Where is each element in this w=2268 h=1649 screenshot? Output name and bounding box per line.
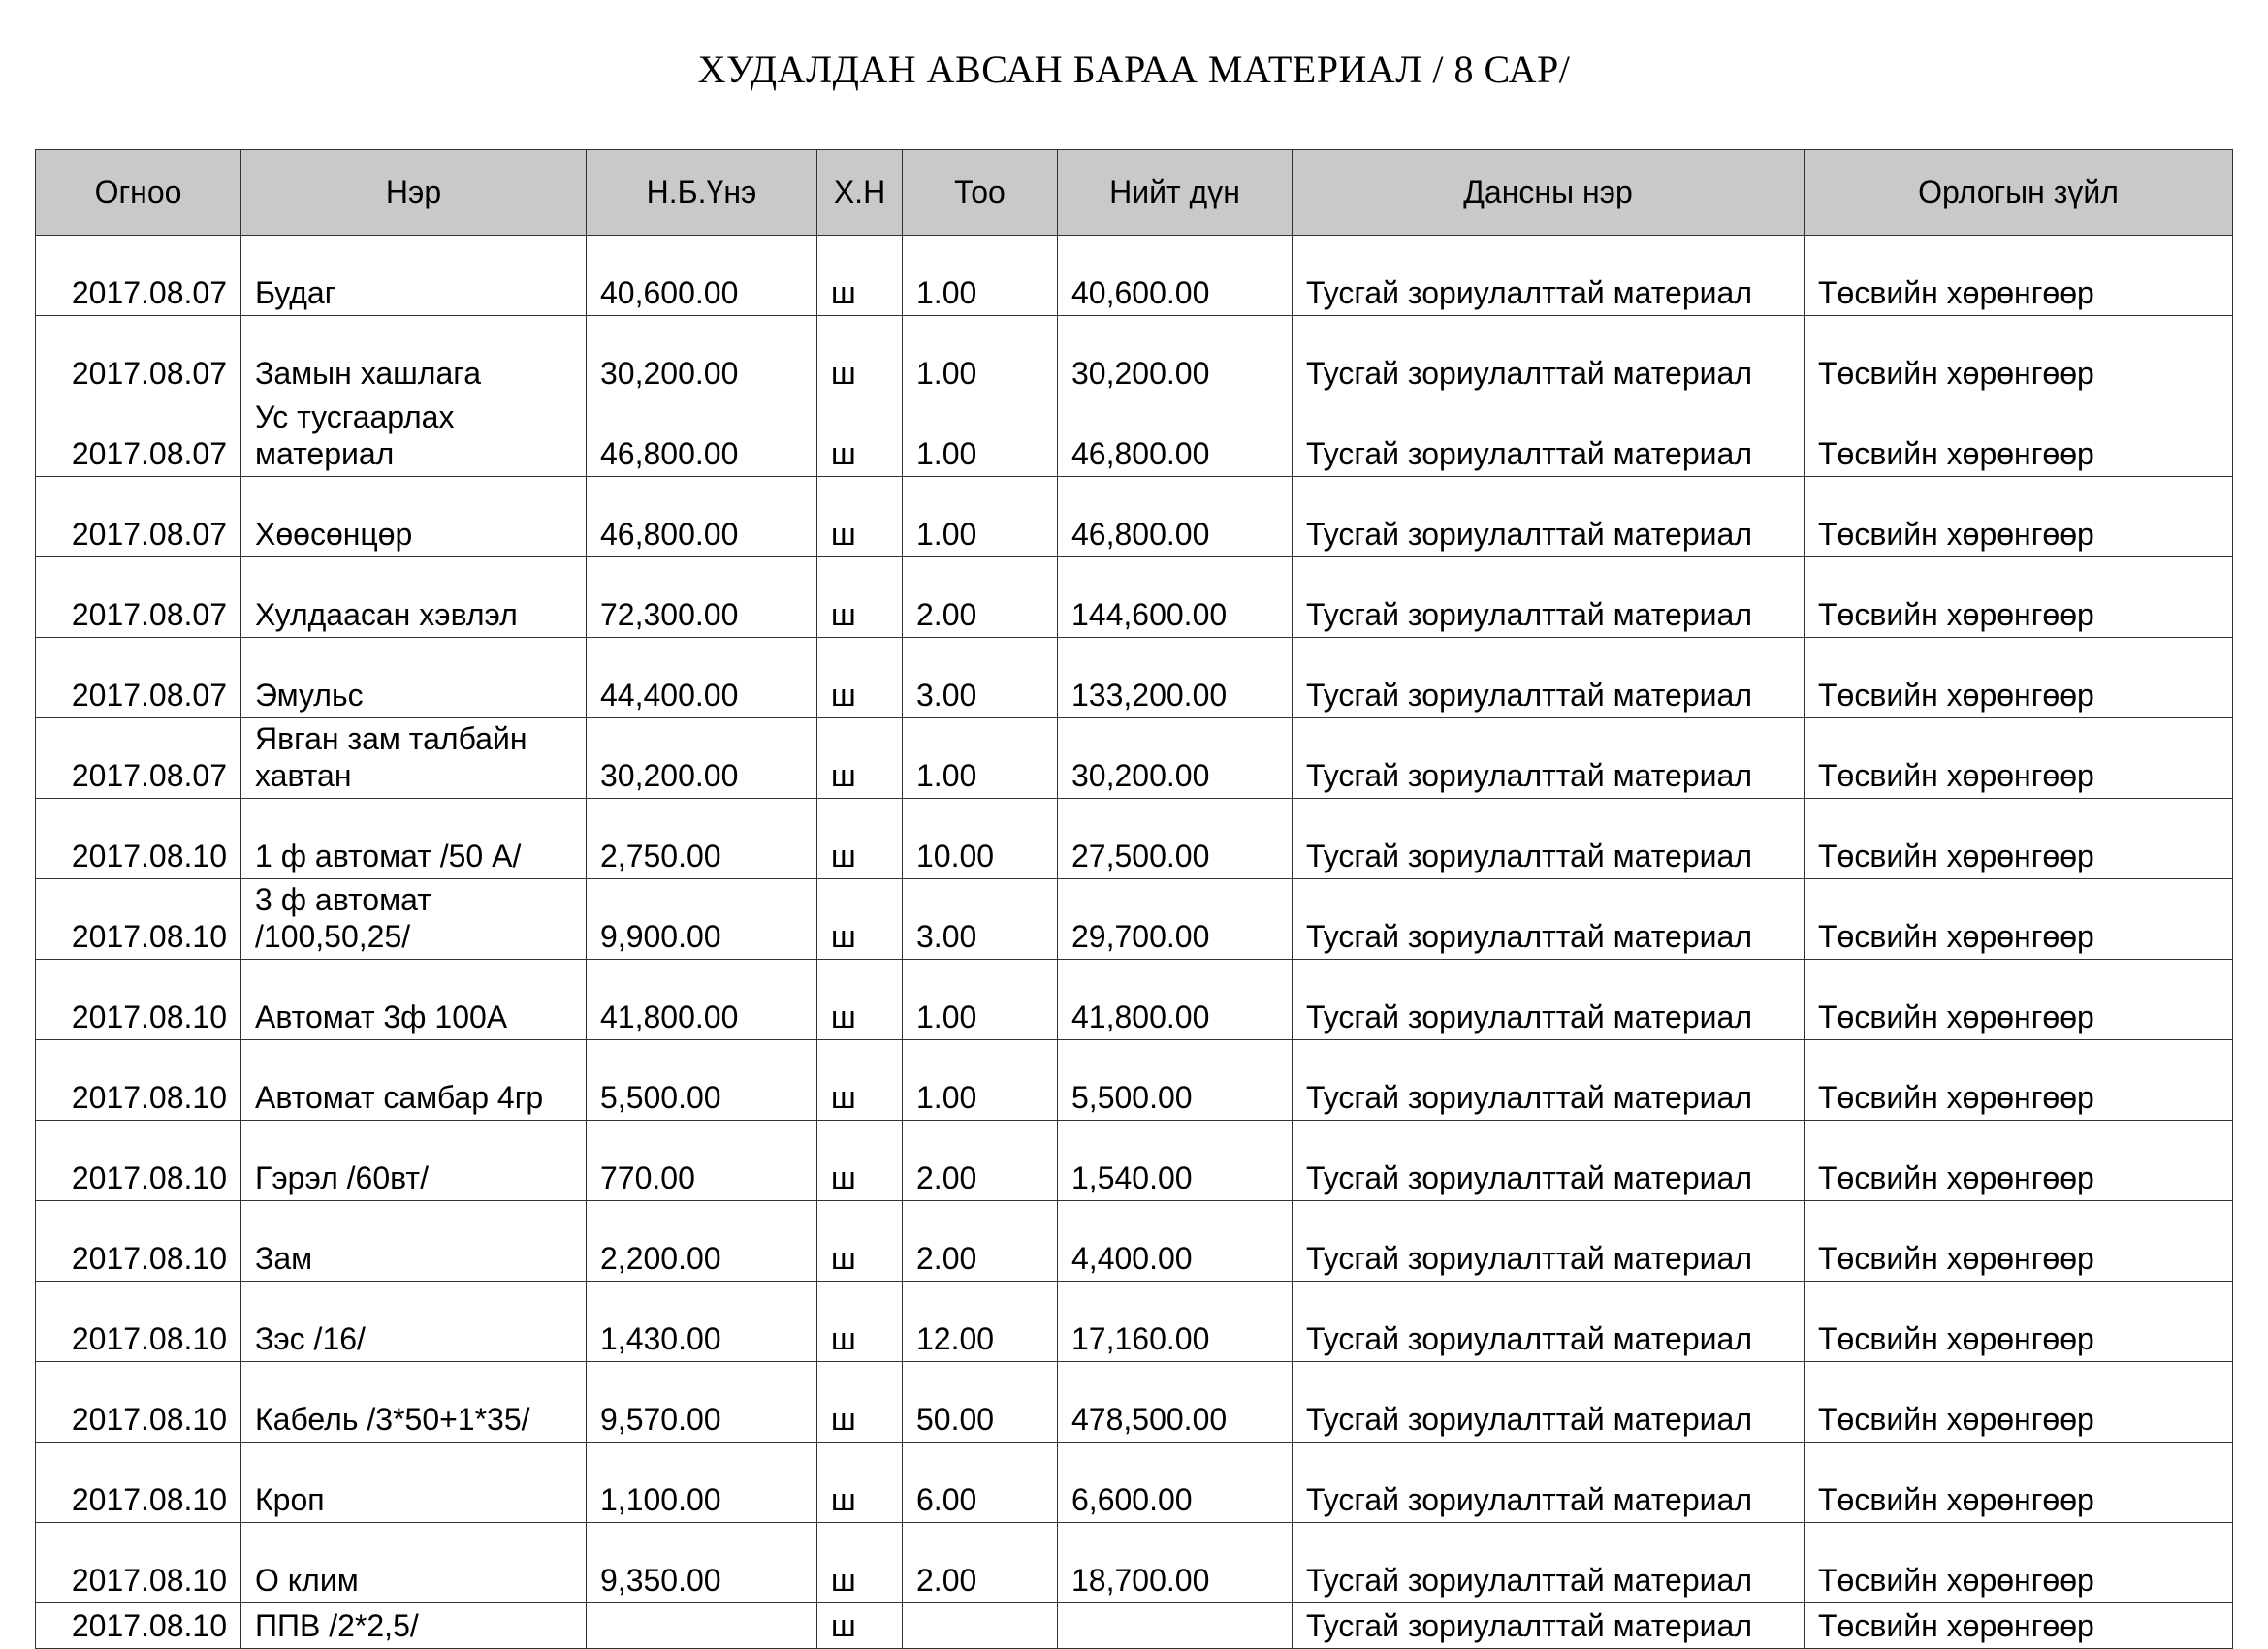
header-unit-price: Н.Б.Үнэ (587, 150, 817, 236)
cell-quantity: 6.00 (903, 1443, 1058, 1523)
cell-quantity: 1.00 (903, 396, 1058, 477)
cell-name: Хөөсөнцөр (241, 477, 587, 557)
table-row (36, 1282, 2233, 1362)
cell-account: Тусгай зориулалттай материал (1293, 799, 1805, 879)
cell-source: Төсвийн хөрөнгөөр (1805, 1523, 2233, 1603)
header-total: Нийт дүн (1058, 150, 1293, 236)
cell-quantity: 12.00 (903, 1282, 1058, 1362)
cell-unit: ш (817, 477, 903, 557)
cell-unit: ш (817, 1040, 903, 1121)
cell-name: Автомат самбар 4гр (241, 1040, 587, 1121)
cell-source: Төсвийн хөрөнгөөр (1805, 1362, 2233, 1443)
cell-source: Төсвийн хөрөнгөөр (1805, 1040, 2233, 1121)
cell-date: 2017.08.10 (36, 960, 241, 1040)
cell-name: Хулдаасан хэвлэл (241, 557, 587, 638)
header-row (36, 150, 2233, 236)
cell-unit: ш (817, 1201, 903, 1282)
cell-name: Кабель /3*50+1*35/ (241, 1362, 587, 1443)
cell-account: Тусгай зориулалттай материал (1293, 1282, 1805, 1362)
cell-unit-price: 41,800.00 (587, 960, 817, 1040)
cell-account: Тусгай зориулалттай материал (1293, 1121, 1805, 1201)
cell-unit-price: 1,100.00 (587, 1443, 817, 1523)
cell-unit-price: 40,600.00 (587, 236, 817, 316)
cell-quantity: 1.00 (903, 960, 1058, 1040)
cell-account: Тусгай зориулалттай материал (1293, 236, 1805, 316)
cell-account: Тусгай зориулалттай материал (1293, 1040, 1805, 1121)
cell-total: 144,600.00 (1058, 557, 1293, 638)
table-row (36, 1040, 2233, 1121)
cell-account: Тусгай зориулалттай материал (1293, 960, 1805, 1040)
cell-total: 27,500.00 (1058, 799, 1293, 879)
cell-date: 2017.08.07 (36, 396, 241, 477)
cell-account: Тусгай зориулалттай материал (1293, 1603, 1805, 1649)
cell-quantity: 3.00 (903, 879, 1058, 960)
cell-quantity: 3.00 (903, 638, 1058, 718)
cell-source: Төсвийн хөрөнгөөр (1805, 316, 2233, 396)
cell-date: 2017.08.10 (36, 799, 241, 879)
cell-account: Тусгай зориулалттай материал (1293, 879, 1805, 960)
cell-unit: ш (817, 799, 903, 879)
table-row (36, 396, 2233, 477)
cell-source: Төсвийн хөрөнгөөр (1805, 1121, 2233, 1201)
cell-unit-price: 2,750.00 (587, 799, 817, 879)
cell-quantity: 1.00 (903, 236, 1058, 316)
cell-unit-price: 46,800.00 (587, 477, 817, 557)
cell-total: 1,540.00 (1058, 1121, 1293, 1201)
cell-quantity: 2.00 (903, 557, 1058, 638)
cell-quantity: 1.00 (903, 316, 1058, 396)
cell-date: 2017.08.07 (36, 718, 241, 799)
cell-name: Гэрэл /60вт/ (241, 1121, 587, 1201)
cell-quantity: 2.00 (903, 1523, 1058, 1603)
cell-total: 29,700.00 (1058, 879, 1293, 960)
cell-unit: ш (817, 1443, 903, 1523)
cell-source: Төсвийн хөрөнгөөр (1805, 396, 2233, 477)
cell-date: 2017.08.07 (36, 638, 241, 718)
cell-date: 2017.08.07 (36, 557, 241, 638)
cell-name: 3 ф автомат /100,50,25/ (241, 879, 587, 960)
cell-quantity: 1.00 (903, 477, 1058, 557)
cell-date: 2017.08.10 (36, 1362, 241, 1443)
cell-unit-price: 30,200.00 (587, 316, 817, 396)
table-row (36, 638, 2233, 718)
cell-total: 17,160.00 (1058, 1282, 1293, 1362)
cell-account: Тусгай зориулалттай материал (1293, 1362, 1805, 1443)
cell-name: ППВ /2*2,5/ (241, 1603, 587, 1649)
cell-unit: ш (817, 396, 903, 477)
cell-account: Тусгай зориулалттай материал (1293, 477, 1805, 557)
table-row (36, 236, 2233, 316)
cell-unit-price: 5,500.00 (587, 1040, 817, 1121)
cell-name: Кроп (241, 1443, 587, 1523)
cell-source: Төсвийн хөрөнгөөр (1805, 236, 2233, 316)
cell-account: Тусгай зориулалттай материал (1293, 1443, 1805, 1523)
cell-total: 4,400.00 (1058, 1201, 1293, 1282)
cell-unit: ш (817, 1523, 903, 1603)
cell-date: 2017.08.10 (36, 1201, 241, 1282)
cell-source: Төсвийн хөрөнгөөр (1805, 718, 2233, 799)
cell-quantity: 2.00 (903, 1121, 1058, 1201)
cell-total: 41,800.00 (1058, 960, 1293, 1040)
cell-name: Будаг (241, 236, 587, 316)
cell-date: 2017.08.07 (36, 477, 241, 557)
cell-unit-price: 30,200.00 (587, 718, 817, 799)
table-row (36, 1121, 2233, 1201)
cell-unit-price (587, 1603, 817, 1649)
cell-name: Автомат 3ф 100А (241, 960, 587, 1040)
cell-name: Явган зам талбайн хавтан (241, 718, 587, 799)
cell-date: 2017.08.10 (36, 1603, 241, 1649)
cell-name: Эмульс (241, 638, 587, 718)
cell-unit: ш (817, 557, 903, 638)
cell-date: 2017.08.10 (36, 1282, 241, 1362)
cell-total: 5,500.00 (1058, 1040, 1293, 1121)
cell-date: 2017.08.10 (36, 1121, 241, 1201)
cell-unit: ш (817, 1121, 903, 1201)
cell-unit: ш (817, 236, 903, 316)
cell-unit-price: 9,900.00 (587, 879, 817, 960)
cell-date: 2017.08.07 (36, 316, 241, 396)
cell-account: Тусгай зориулалттай материал (1293, 1523, 1805, 1603)
cell-source: Төсвийн хөрөнгөөр (1805, 1443, 2233, 1523)
cell-total: 133,200.00 (1058, 638, 1293, 718)
table-row (36, 316, 2233, 396)
cell-quantity: 1.00 (903, 718, 1058, 799)
cell-source: Төсвийн хөрөнгөөр (1805, 1603, 2233, 1649)
table-row (36, 1362, 2233, 1443)
header-name: Нэр (241, 150, 587, 236)
cell-name: 1 ф автомат /50 А/ (241, 799, 587, 879)
cell-source: Төсвийн хөрөнгөөр (1805, 477, 2233, 557)
cell-total: 478,500.00 (1058, 1362, 1293, 1443)
cell-source: Төсвийн хөрөнгөөр (1805, 879, 2233, 960)
document-title: ХУДАЛДАН АВСАН БАРАА МАТЕРИАЛ / 8 САР/ (697, 48, 1571, 91)
cell-account: Тусгай зориулалттай материал (1293, 638, 1805, 718)
table-row (36, 557, 2233, 638)
cell-name: О клим (241, 1523, 587, 1603)
cell-source: Төсвийн хөрөнгөөр (1805, 1201, 2233, 1282)
cell-source: Төсвийн хөрөнгөөр (1805, 638, 2233, 718)
cell-total: 46,800.00 (1058, 396, 1293, 477)
table-row (36, 960, 2233, 1040)
cell-total: 30,200.00 (1058, 316, 1293, 396)
cell-account: Тусгай зориулалттай материал (1293, 396, 1805, 477)
cell-unit: ш (817, 718, 903, 799)
cell-name: Ус тусгаарлах материал (241, 396, 587, 477)
cell-total (1058, 1603, 1293, 1649)
cell-total: 6,600.00 (1058, 1443, 1293, 1523)
cell-unit: ш (817, 1603, 903, 1649)
cell-unit-price: 44,400.00 (587, 638, 817, 718)
cell-total: 40,600.00 (1058, 236, 1293, 316)
cell-unit-price: 9,350.00 (587, 1523, 817, 1603)
cell-unit-price: 770.00 (587, 1121, 817, 1201)
cell-unit: ш (817, 960, 903, 1040)
table-row (36, 1603, 2233, 1649)
cell-date: 2017.08.10 (36, 1040, 241, 1121)
cell-quantity: 10.00 (903, 799, 1058, 879)
cell-account: Тусгай зориулалттай материал (1293, 718, 1805, 799)
cell-date: 2017.08.10 (36, 1443, 241, 1523)
cell-unit-price: 1,430.00 (587, 1282, 817, 1362)
cell-date: 2017.08.07 (36, 236, 241, 316)
cell-unit-price: 46,800.00 (587, 396, 817, 477)
cell-unit: ш (817, 638, 903, 718)
cell-total: 46,800.00 (1058, 477, 1293, 557)
cell-unit-price: 9,570.00 (587, 1362, 817, 1443)
cell-source: Төсвийн хөрөнгөөр (1805, 799, 2233, 879)
cell-unit: ш (817, 316, 903, 396)
cell-date: 2017.08.10 (36, 1523, 241, 1603)
header-source: Орлогын зүйл (1805, 150, 2233, 236)
cell-account: Тусгай зориулалттай материал (1293, 557, 1805, 638)
header-date: Огноо (36, 150, 241, 236)
cell-unit: ш (817, 1362, 903, 1443)
cell-name: Зам (241, 1201, 587, 1282)
cell-quantity: 1.00 (903, 1040, 1058, 1121)
cell-total: 18,700.00 (1058, 1523, 1293, 1603)
table-row (36, 1523, 2233, 1603)
cell-unit-price: 2,200.00 (587, 1201, 817, 1282)
cell-account: Тусгай зориулалттай материал (1293, 1201, 1805, 1282)
cell-quantity: 50.00 (903, 1362, 1058, 1443)
cell-total: 30,200.00 (1058, 718, 1293, 799)
cell-source: Төсвийн хөрөнгөөр (1805, 960, 2233, 1040)
cell-unit: ш (817, 879, 903, 960)
cell-unit: ш (817, 1282, 903, 1362)
table-row (36, 477, 2233, 557)
table-row (36, 799, 2233, 879)
cell-source: Төсвийн хөрөнгөөр (1805, 557, 2233, 638)
header-account: Дансны нэр (1293, 150, 1805, 236)
cell-quantity (903, 1603, 1058, 1649)
cell-date: 2017.08.10 (36, 879, 241, 960)
table-row (36, 718, 2233, 799)
table-row (36, 879, 2233, 960)
table-body (36, 236, 2233, 1649)
table-row (36, 1201, 2233, 1282)
cell-name: Замын хашлага (241, 316, 587, 396)
table-row (36, 1443, 2233, 1523)
cell-unit-price: 72,300.00 (587, 557, 817, 638)
cell-name: Зэс /16/ (241, 1282, 587, 1362)
header-unit: Х.Н (817, 150, 903, 236)
cell-source: Төсвийн хөрөнгөөр (1805, 1282, 2233, 1362)
cell-account: Тусгай зориулалттай материал (1293, 316, 1805, 396)
header-quantity: Тоо (903, 150, 1058, 236)
materials-table (35, 149, 2233, 1649)
cell-quantity: 2.00 (903, 1201, 1058, 1282)
